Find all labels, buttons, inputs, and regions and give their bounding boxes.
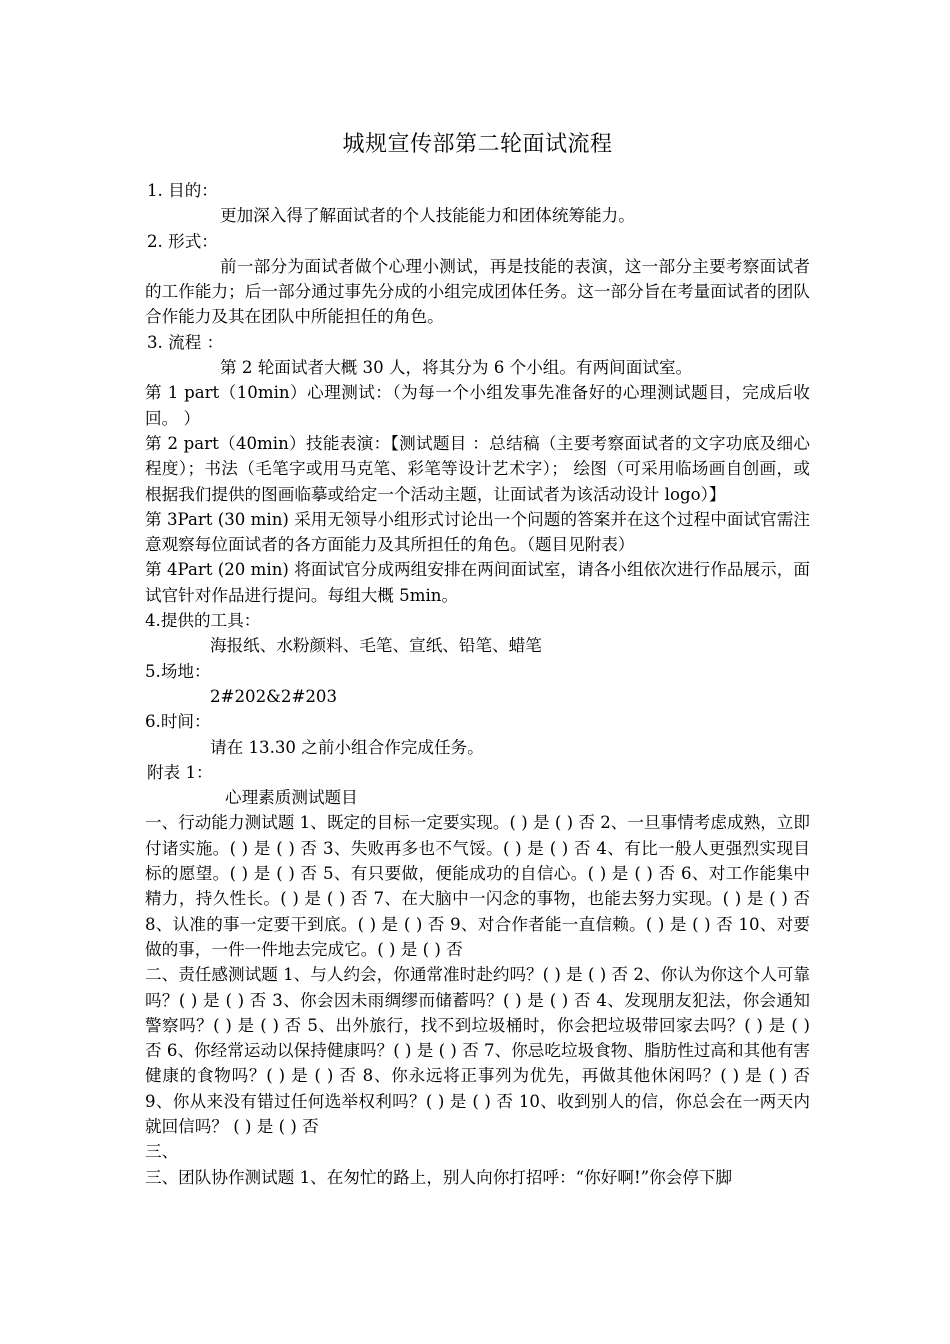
purpose-heading: 1. 目的： <box>147 181 218 200</box>
process-intro: 第 2 轮面试者大概 30 人，将其分为 6 个小组。有两间面试室。 <box>220 358 693 378</box>
appendix-heading: 附表 1： <box>147 762 213 782</box>
process-heading: 3. 流程 ： <box>147 332 224 352</box>
part4-text: 第 4Part (20 min) 将面试官分成两组安排在两间面试室，请各小组依次进行作品展示，面试官针对作品进行提问。每组大概 5min。 <box>145 560 810 605</box>
time-text: 请在 13.30 之前小组合作完成任务。 <box>210 737 484 757</box>
question-section-action: 一、行动能力测试题 1、既定的目标一定要实现。( ) 是 ( ) 否 2、一旦事情考虑成熟，立即付诸实施。( ) 是 ( ) 否 3、失败再多也不气馁。( ) 是 ( ) 否 4、有比一般人更强烈实现目标的愿望。( ) 是 ( ) 否 5、有只要做，便能成功的自信心。( ) 是 ( ) 否 6、对工作能集中精力，持久性长。( ) 是 ( ) 否 7、在大脑中一闪念的事物，也能去努力实现。( ) 是 ( ) 否 8、认准的事一定要干到底。( ) 是 ( ) 否 9、对合作者能一直信赖。( ) 是 ( ) 否 10、对要做的事，一件一件地去完成它。( ) 是 ( ) 否 <box>145 813 810 959</box>
page-title: 城规宣传部第二轮面试流程 <box>342 132 613 157</box>
part1-text: 第 1 part（10min）心理测试：（为每一个小组发事先准备好的心理测试题目，完成后收回。 ） <box>145 383 810 428</box>
part2-text: 第 2 part（40min）技能表演：【测试题目 ：总结稿（主要考察面试者的文字功底及细心程度）；书法（毛笔字或用马克笔、彩笔等设计艺术字）； 绘图（可采用临场画自创画，或根据我们提供的图画临摹或给定一个活动主题，让面试者为该活动设计 logo）】 <box>145 433 810 504</box>
purpose-text: 更加深入得了解面试者的个人技能能力和团体统筹能力。 <box>220 206 635 226</box>
tools-text: 海报纸、水粉颜料、毛笔、宣纸、铅笔、蜡笔 <box>210 636 542 656</box>
question-section-teamwork: 三、团队协作测试题 1、在匆忙的路上，别人向你打招呼：“你好啊!”你会停下脚 <box>145 1167 733 1187</box>
time-heading: 6.时间： <box>145 712 211 732</box>
form-text: 前一部分为面试者做个心理小测试，再是技能的表演，这一部分主要考察面试者的工作能力；后一部分通过事先分成的小组完成团体任务。这一部分旨在考量面试者的团队合作能力及其在团队中所能担任的角色。 <box>145 256 810 327</box>
part3-text: 第 3Part (30 min) 采用无领导小组形式讨论出一个问题的答案并在这个过程中面试官需注意观察每位面试者的各方面能力及其所担任的角色。（题目见附表） <box>145 509 810 555</box>
tools-heading: 4.提供的工具： <box>145 611 261 631</box>
question-section-stub: 三、 <box>145 1142 179 1162</box>
appendix-title: 心理素质测试题目 <box>225 788 358 808</box>
venue-text: 2#202&2#203 <box>210 686 338 706</box>
document-page <box>145 130 810 1190</box>
question-section-responsibility: 二、责任感测试题 1、与人约会，你通常准时赴约吗？( ) 是 ( ) 否 2、你认为你这个人可靠吗？( ) 是 ( ) 否 3、你会因未雨绸缪而储蓄吗？( ) 是 ( ) 否 4、发现朋友犯法，你会通知警察吗？( ) 是 ( ) 否 5、出外旅行，找不到垃圾桶时，你会把垃圾带回家去吗？( ) 是 ( ) 否 6、你经常运动以保持健康吗？( ) 是 ( ) 否 7、你忌吃垃圾食物、脂肪性过高和其他有害健康的食物吗？( ) 是 ( ) 否 8、你永远将正事列为优先，再做其他休闲吗？( ) 是 ( ) 否 9、你从来没有错过任何选举权利吗？( ) 是 ( ) 否 10、收到别人的信，你总会在一两天内就回信吗？ ( ) 是 ( ) 否 <box>145 965 810 1136</box>
venue-heading: 5.场地： <box>145 661 211 681</box>
form-heading: 2. 形式： <box>147 231 218 251</box>
